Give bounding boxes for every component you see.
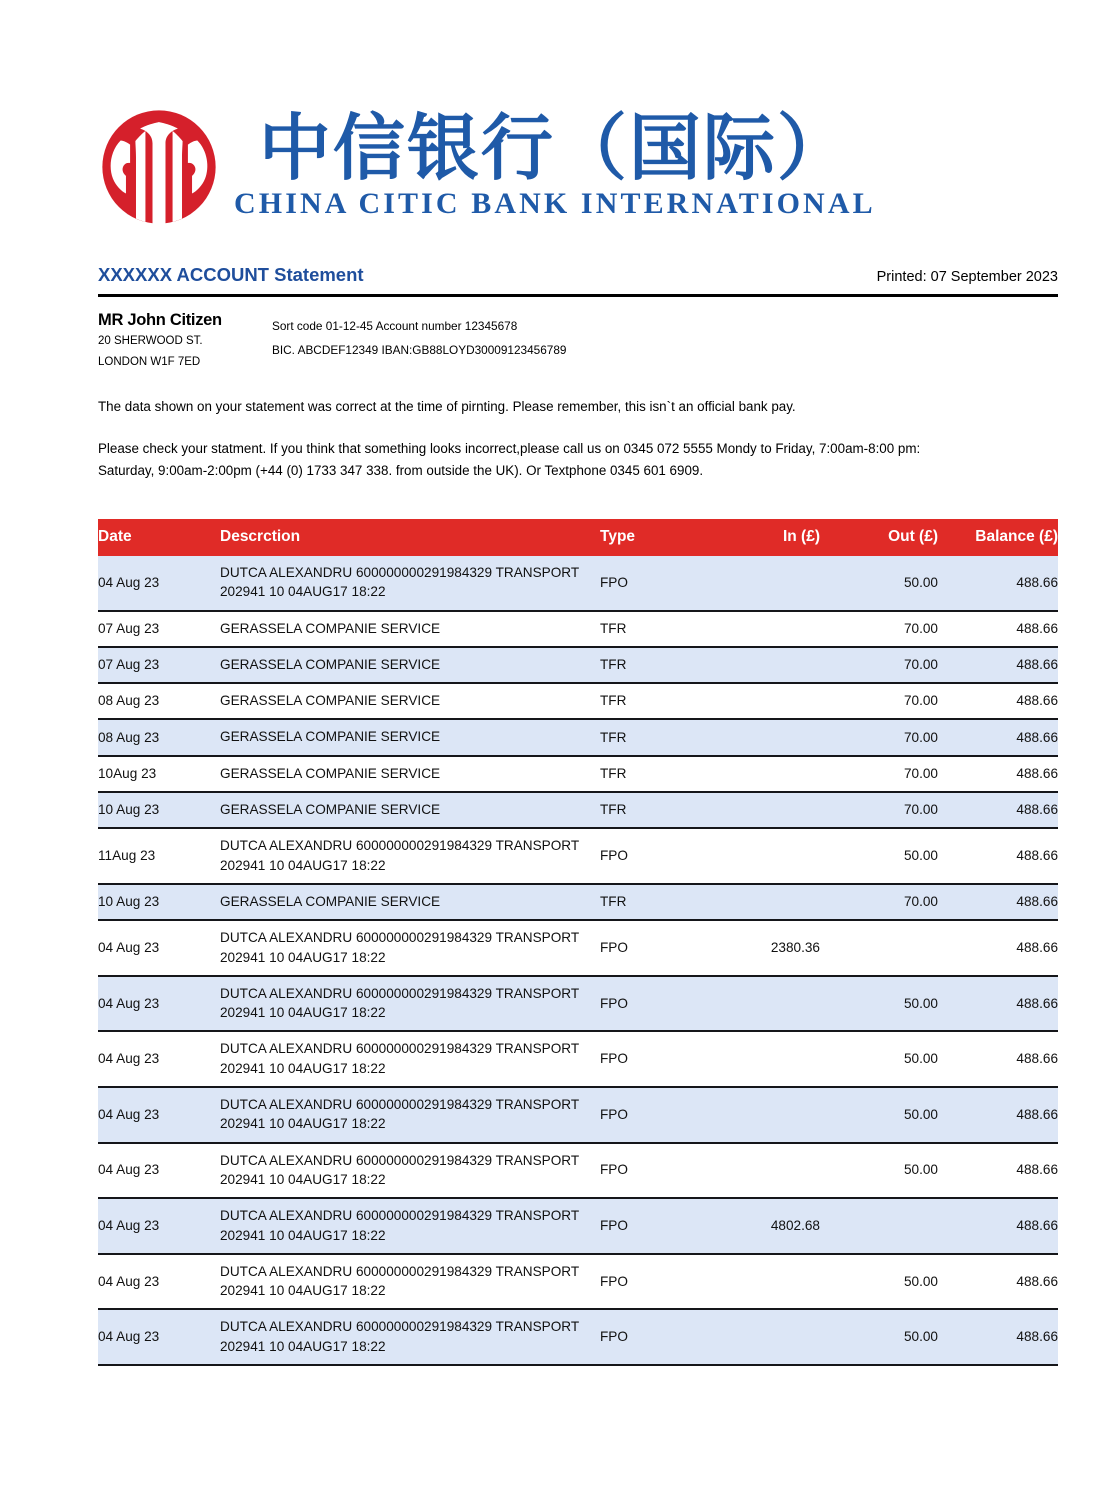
cell-description — [220, 1309, 600, 1365]
customer-address — [98, 310, 278, 373]
cell-in — [708, 828, 820, 884]
cell-in: 4802.68 — [770, 1218, 820, 1234]
cell-date: 04 Aug 23 — [98, 574, 160, 590]
column-header-description: Descrction — [220, 519, 600, 556]
description-line-1: DUTCA ALEXANDRU 600000000291984329 TRANSPORT — [220, 1097, 580, 1113]
cell-date: 04 Aug 23 — [98, 1051, 160, 1067]
description-line-1: DUTCA ALEXANDRU 600000000291984329 TRANSPORT — [220, 565, 580, 580]
cell-in — [708, 1031, 820, 1087]
table-header — [98, 519, 1058, 556]
sort-code-account-number: Sort code 01-12-45 Account number 12345678 — [272, 319, 518, 333]
table-row[interactable] — [98, 756, 1058, 792]
cell-type: FPO — [600, 940, 628, 956]
customer-address-line1: 20 SHERWOOD ST. — [98, 334, 203, 347]
cell-date: 07 Aug 23 — [98, 657, 160, 673]
cell-description — [220, 976, 600, 1032]
cell-out: 70.00 — [903, 802, 938, 818]
description-line-1: DUTCA ALEXANDRU 600000000291984329 TRANSPORT — [220, 930, 580, 946]
table-row[interactable] — [98, 556, 1058, 611]
cell-out: 70.00 — [903, 894, 938, 910]
table-row[interactable] — [98, 1143, 1058, 1199]
notice-paragraph-1: The data shown on your statement was correct at the time of pirnting. Please remember, this isn`t an official bank pay. — [98, 399, 796, 414]
cell-description — [220, 792, 600, 828]
table-row[interactable] — [98, 1309, 1058, 1365]
table-row[interactable] — [98, 1031, 1058, 1087]
cell-in — [708, 683, 820, 719]
cell-balance: 488.66 — [1016, 1218, 1058, 1234]
cell-in — [708, 1143, 820, 1199]
cell-description — [220, 611, 600, 647]
cell-balance: 488.66 — [1016, 693, 1058, 709]
description-line-2: 202941 10 04AUG17 18:22 — [220, 1116, 386, 1132]
cell-out: 70.00 — [903, 765, 938, 781]
description-line-1: GERASSELA COMPANIE SERVICE — [220, 693, 441, 709]
cell-out: 70.00 — [903, 620, 938, 636]
cell-in — [708, 1309, 820, 1365]
cell-type: FPO — [600, 848, 628, 864]
cell-date: 04 Aug 23 — [98, 995, 160, 1011]
cell-out — [820, 920, 938, 976]
cell-type: FPO — [600, 1051, 628, 1067]
cell-balance: 488.66 — [1016, 657, 1058, 673]
cell-out: 50.00 — [903, 1162, 938, 1178]
cell-out: 50.00 — [903, 1106, 938, 1122]
cell-balance: 488.66 — [1016, 620, 1058, 636]
printed-date: Printed: 07 September 2023 — [876, 269, 1058, 285]
column-header-out: Out (£) — [820, 519, 938, 556]
cell-out: 50.00 — [903, 574, 938, 590]
cell-in — [708, 1087, 820, 1143]
cell-date: 10 Aug 23 — [98, 802, 160, 818]
cell-type: TFR — [600, 657, 627, 673]
cell-date: 10 Aug 23 — [98, 894, 160, 910]
cell-balance: 488.66 — [1016, 848, 1058, 864]
cell-in — [708, 647, 820, 683]
cell-out: 50.00 — [903, 995, 938, 1011]
description-line-1: GERASSELA COMPANIE SERVICE — [220, 765, 441, 781]
cell-out: 50.00 — [903, 1329, 938, 1345]
description-line-2: 202941 10 04AUG17 18:22 — [220, 1338, 386, 1354]
table-row[interactable] — [98, 920, 1058, 976]
cell-description — [220, 556, 600, 611]
description-line-1: GERASSELA COMPANIE SERVICE — [220, 802, 441, 818]
table-row[interactable] — [98, 828, 1058, 884]
cell-in — [708, 1254, 820, 1310]
description-line-1: GERASSELA COMPANIE SERVICE — [220, 620, 441, 636]
cell-type: FPO — [600, 1162, 628, 1178]
cell-balance: 488.66 — [1016, 802, 1058, 818]
cell-description — [220, 1198, 600, 1254]
cell-in — [708, 792, 820, 828]
cell-out: 50.00 — [903, 1273, 938, 1289]
cell-date: 07 Aug 23 — [98, 620, 160, 636]
description-line-2: 202941 10 04AUG17 18:22 — [220, 1283, 386, 1299]
cell-balance: 488.66 — [1016, 894, 1058, 910]
statement-header — [98, 264, 1058, 286]
cell-date: 08 Aug 23 — [98, 693, 160, 709]
cell-balance: 488.66 — [1016, 1106, 1058, 1122]
description-line-1: GERASSELA COMPANIE SERVICE — [220, 729, 441, 745]
cell-description — [220, 683, 600, 719]
table-row[interactable] — [98, 647, 1058, 683]
cell-balance: 488.66 — [1016, 729, 1058, 745]
cell-out — [820, 1198, 938, 1254]
cell-balance: 488.66 — [1016, 574, 1058, 590]
description-line-2: 202941 10 04AUG17 18:22 — [220, 584, 386, 600]
description-line-1: DUTCA ALEXANDRU 600000000291984329 TRANSPORT — [220, 1263, 580, 1279]
cell-out: 50.00 — [903, 848, 938, 864]
cell-date: 04 Aug 23 — [98, 1106, 160, 1122]
cell-in — [708, 556, 820, 611]
cell-description — [220, 1031, 600, 1087]
table-row[interactable] — [98, 611, 1058, 647]
description-line-1: DUTCA ALEXANDRU 600000000291984329 TRANSPORT — [220, 1041, 580, 1057]
cell-type: TFR — [600, 765, 627, 781]
cell-date: 10Aug 23 — [98, 765, 157, 781]
cell-date: 04 Aug 23 — [98, 1162, 160, 1178]
table-row[interactable] — [98, 884, 1058, 920]
cell-type: FPO — [600, 1329, 628, 1345]
cell-type: FPO — [600, 1273, 628, 1289]
bank-name-english: CHINA CITIC BANK INTERNATIONAL — [234, 186, 876, 220]
cell-description — [220, 719, 600, 755]
customer-name: MR John Citizen — [98, 311, 222, 329]
description-line-2: 202941 10 04AUG17 18:22 — [220, 1060, 386, 1076]
cell-in — [708, 611, 820, 647]
cell-in — [708, 884, 820, 920]
cell-type: FPO — [600, 1218, 628, 1234]
table-row[interactable] — [98, 976, 1058, 1032]
cell-date: 04 Aug 23 — [98, 1329, 160, 1345]
cell-description — [220, 884, 600, 920]
cell-description — [220, 647, 600, 683]
cell-date: 04 Aug 23 — [98, 1273, 160, 1289]
cell-balance: 488.66 — [1016, 1329, 1058, 1345]
account-details — [272, 314, 752, 362]
table-row[interactable] — [98, 1087, 1058, 1143]
cell-balance: 488.66 — [1016, 1273, 1058, 1289]
description-line-1: DUTCA ALEXANDRU 600000000291984329 TRANSPORT — [220, 1152, 580, 1168]
cell-balance: 488.66 — [1016, 940, 1058, 956]
description-line-2: 202941 10 04AUG17 18:22 — [220, 1005, 386, 1021]
cell-out: 70.00 — [903, 693, 938, 709]
table-row[interactable] — [98, 792, 1058, 828]
transactions-table-container — [98, 519, 1058, 1366]
description-line-2: 202941 10 04AUG17 18:22 — [220, 1171, 386, 1187]
table-row[interactable] — [98, 1198, 1058, 1254]
cell-date: 04 Aug 23 — [98, 1218, 160, 1234]
cell-in: 2380.36 — [770, 940, 820, 956]
column-header-date: Date — [98, 519, 220, 556]
cell-type: TFR — [600, 729, 627, 745]
cell-type: TFR — [600, 620, 627, 636]
column-header-in: In (£) — [708, 519, 820, 556]
notice-paragraph-2: Please check your statment. If you think that something looks incorrect,please call us on 0345 072 5555 Mondy to Friday, 7:00am-8:00 pm: Saturday, 9:00am-2:00pm (+44 (0) 1733 347 338. from outside the UK). Or Textphone 0345 601 6909. — [98, 441, 921, 478]
cell-balance: 488.66 — [1016, 765, 1058, 781]
cell-balance: 488.66 — [1016, 1051, 1058, 1067]
table-header-row — [98, 519, 1058, 556]
page-title: XXXXXX ACCOUNT Statement — [98, 264, 364, 285]
description-line-1: GERASSELA COMPANIE SERVICE — [220, 656, 441, 672]
table-body — [98, 556, 1058, 1365]
column-header-type: Type — [600, 519, 708, 556]
cell-type: FPO — [600, 995, 628, 1011]
column-header-balance: Balance (£) — [938, 519, 1058, 556]
bic-iban: BIC. ABCDEF12349 IBAN:GB88LOYD30009123456789 — [272, 343, 567, 358]
transactions-table — [98, 519, 1058, 1366]
citic-logo-icon — [100, 108, 218, 226]
cell-description — [220, 1143, 600, 1199]
description-line-2: 202941 10 04AUG17 18:22 — [220, 1227, 386, 1243]
cell-description — [220, 828, 600, 884]
cell-type: TFR — [600, 894, 627, 910]
cell-type: FPO — [600, 574, 628, 590]
cell-out: 50.00 — [903, 1051, 938, 1067]
table-row[interactable] — [98, 683, 1058, 719]
description-line-2: 202941 10 04AUG17 18:22 — [220, 857, 386, 873]
cell-out: 70.00 — [903, 729, 938, 745]
bank-logo — [100, 106, 876, 248]
description-line-1: DUTCA ALEXANDRU 600000000291984329 TRANSPORT — [220, 1208, 580, 1224]
cell-type: TFR — [600, 802, 627, 818]
cell-in — [708, 756, 820, 792]
header-divider — [98, 294, 1058, 297]
cell-out: 70.00 — [903, 657, 938, 673]
cell-type: TFR — [600, 693, 627, 709]
description-line-2: 202941 10 04AUG17 18:22 — [220, 949, 386, 965]
table-row[interactable] — [98, 1254, 1058, 1310]
cell-description — [220, 920, 600, 976]
description-line-1: GERASSELA COMPANIE SERVICE — [220, 893, 441, 909]
bank-name-chinese: 中信银行（国际） — [258, 106, 851, 190]
description-line-1: DUTCA ALEXANDRU 600000000291984329 TRANSPORT — [220, 1319, 580, 1335]
cell-date: 04 Aug 23 — [98, 940, 160, 956]
cell-balance: 488.66 — [1016, 1162, 1058, 1178]
cell-description — [220, 1254, 600, 1310]
customer-address-line2: LONDON W1F 7ED — [98, 355, 201, 368]
description-line-1: DUTCA ALEXANDRU 600000000291984329 TRANSPORT — [220, 985, 580, 1001]
cell-description — [220, 756, 600, 792]
cell-type: FPO — [600, 1106, 628, 1122]
cell-date: 11Aug 23 — [98, 848, 156, 864]
description-line-1: DUTCA ALEXANDRU 600000000291984329 TRANSPORT — [220, 838, 580, 854]
cell-in — [708, 976, 820, 1032]
cell-date: 08 Aug 23 — [98, 729, 160, 745]
cell-description — [220, 1087, 600, 1143]
cell-balance: 488.66 — [1016, 995, 1058, 1011]
table-row[interactable] — [98, 719, 1058, 755]
cell-in — [708, 719, 820, 755]
